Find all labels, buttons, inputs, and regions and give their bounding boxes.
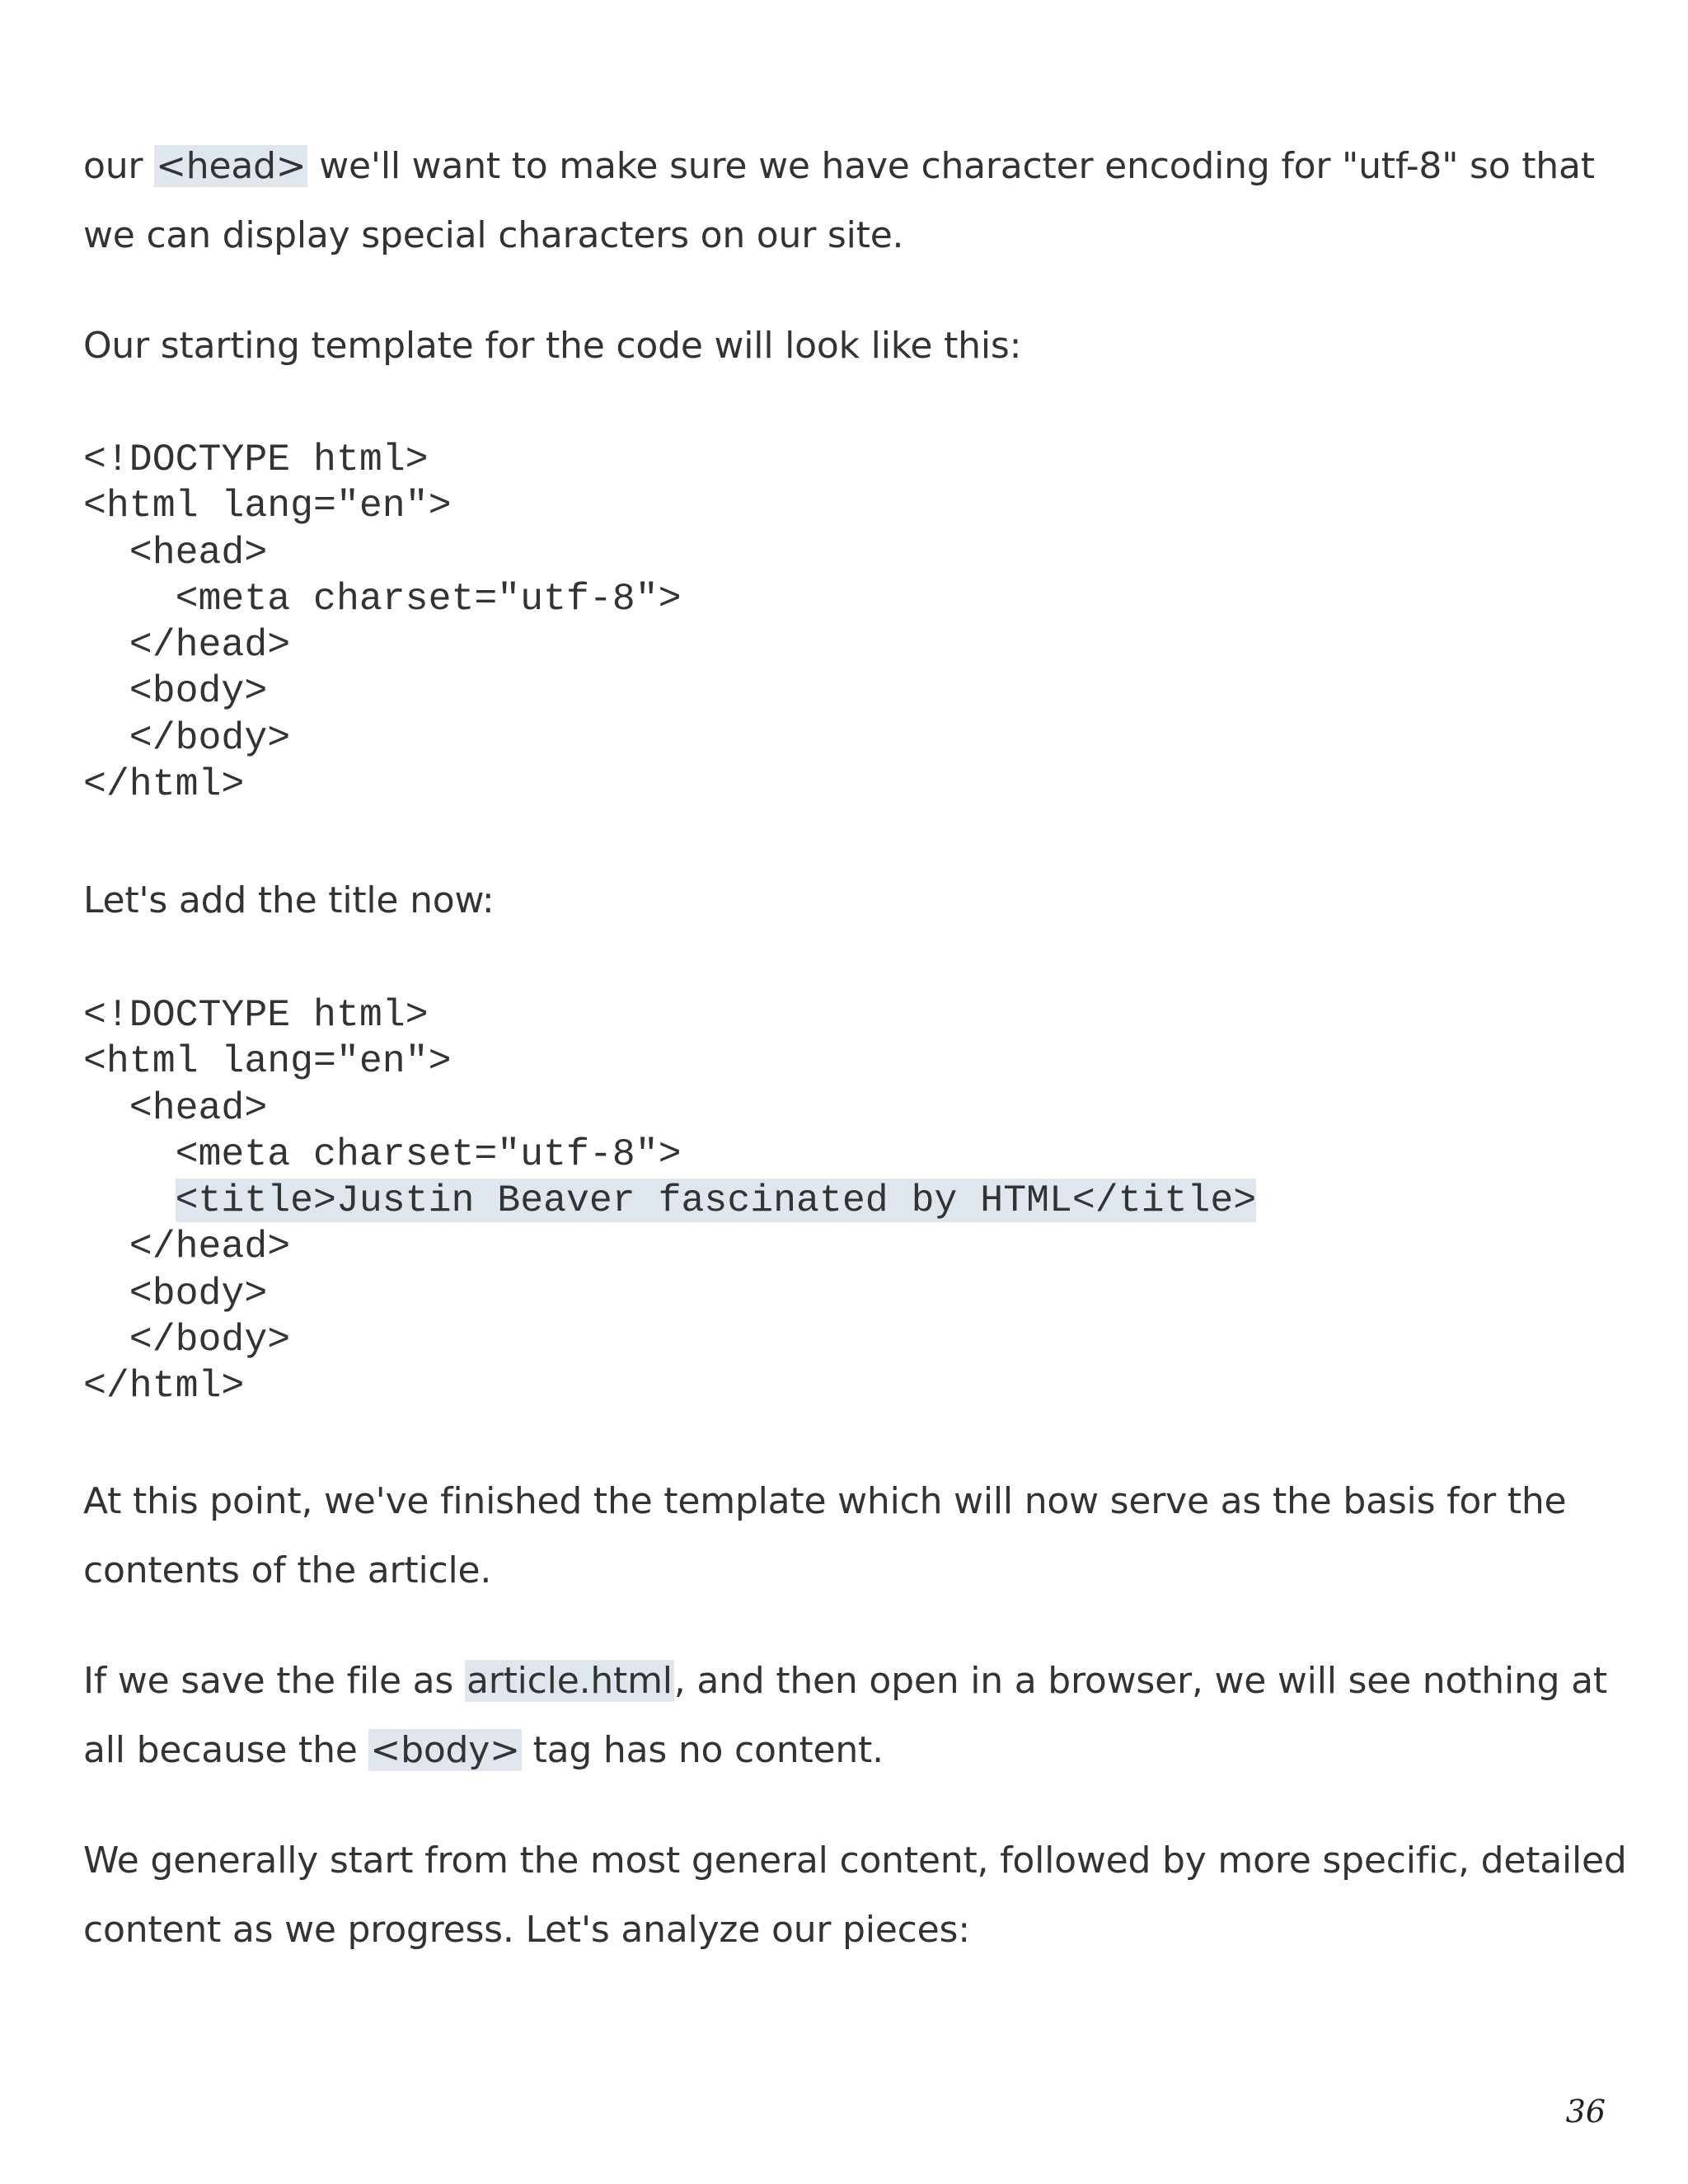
paragraph-starting-template: Our starting template for the code will look like this: [83,325,1022,367]
text-segment: , and then open in a browser, we will see nothing at all because the [83,1660,1607,1771]
inline-code-body: <body> [370,1729,520,1771]
highlighted-title-line: <title>Justin Beaver fascinated by HTML</title> [175,1179,1257,1223]
paragraph-analyze-pieces: We generally start from the most general content, followed by more specific, detailed content as we progress. Let's analyze our pieces: [83,1840,1627,1951]
code-line: </body> [83,1318,291,1362]
inline-code-filename: article.html [466,1660,673,1702]
inline-code-head: <head> [156,145,307,187]
code-line: </html> [83,762,245,807]
text-segment: our [83,145,155,187]
code-line: <html lang="en"> [83,484,452,528]
text-segment: tag has no content. [521,1729,884,1771]
code-indent [83,1179,176,1222]
text-segment: If we save the file as [83,1660,465,1702]
code-line: <meta charset="utf-8"> [83,1132,682,1176]
page-number: 36 [1565,2093,1606,2130]
code-line: <body> [83,669,268,714]
code-line: <!DOCTYPE html> [83,993,429,1037]
code-block-with-title [83,992,1256,1410]
code-line: </body> [83,715,291,760]
code-line: <meta charset="utf-8"> [83,576,682,621]
text-segment: we'll want to make sure we have character encoding for "utf-8" so that we can display special characters on our site. [83,145,1595,256]
code-line [83,1178,1256,1224]
code-line: </head> [83,1225,291,1269]
paragraph-add-title: Let's add the title now: [83,879,495,921]
code-line: <html lang="en"> [83,1039,452,1084]
code-line: <body> [83,1271,268,1315]
paragraph-head-encoding [83,132,1633,270]
paragraph-template-finished: At this point, we've finished the template which will now serve as the basis for the contents of the article. [83,1480,1567,1591]
paragraph-save-file [83,1647,1633,1785]
code-line: <head> [83,1085,268,1130]
code-line: </head> [83,623,291,668]
code-line: </html> [83,1364,245,1408]
code-block-template [83,437,682,808]
code-line: <head> [83,530,268,574]
code-line: <!DOCTYPE html> [83,438,429,481]
